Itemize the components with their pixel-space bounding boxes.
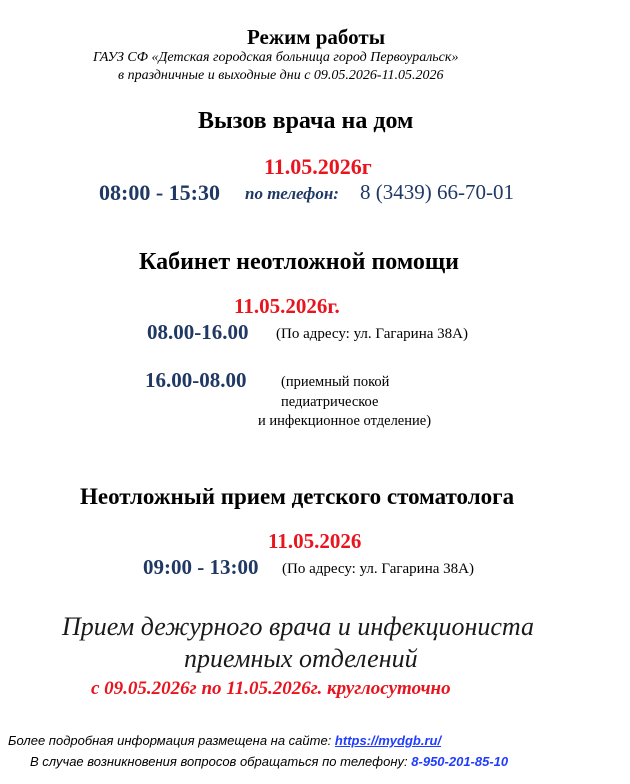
urgent-slot2-note-line1: (приемный покой <box>281 374 390 390</box>
urgent-slot1-hours: 08.00-16.00 <box>147 320 249 344</box>
urgent-slot1-address: (По адресу: ул. Гагарина 38А) <box>276 326 468 342</box>
organization-name: ГАУЗ СФ «Детская городская больница город Первоуральск» <box>93 50 459 65</box>
urgent-slot2-hours: 16.00-08.00 <box>145 368 247 392</box>
duty-period: с 09.05.2026г по 11.05.2026г. круглосуточно <box>91 678 451 699</box>
duty-heading-line2: приемных отделений <box>184 644 418 673</box>
holiday-period: в праздничные и выходные дни с 09.05.2026-11.05.2026 <box>118 68 444 83</box>
urgent-slot2-note-line3: и инфекционное отделение) <box>258 413 432 429</box>
footer-contact-line <box>30 754 508 769</box>
website-link[interactable]: https://mydgb.ru/ <box>334 733 442 748</box>
home-call-date: 11.05.2026г <box>264 154 372 179</box>
home-call-phone-label: по телефон: <box>245 184 339 203</box>
urgent-cabinet-heading: Кабинет неотложной помощи <box>139 249 459 275</box>
dentist-date: 11.05.2026 <box>268 529 362 553</box>
home-call-heading: Вызов врача на дом <box>198 108 414 134</box>
urgent-slot2-note-line2: педиатрическое <box>281 394 379 410</box>
home-call-hours: 08:00 - 15:30 <box>99 180 220 205</box>
dentist-address: (По адресу: ул. Гагарина 38А) <box>282 561 474 577</box>
dentist-hours: 09:00 - 13:00 <box>143 555 259 579</box>
footer-info-text: Более подробная информация размещена на сайте: <box>8 733 332 748</box>
page-title: Режим работы <box>247 25 386 49</box>
footer-contact-text: В случае возникновения вопросов обращаться по телефону: <box>30 754 408 769</box>
footer-info-line <box>8 733 441 748</box>
contact-phone[interactable]: 8-950-201-85-10 <box>411 754 509 769</box>
dentist-heading: Неотложный прием детского стоматолога <box>80 484 515 509</box>
urgent-cabinet-date: 11.05.2026г. <box>234 294 340 318</box>
duty-heading-line1: Прием дежурного врача и инфекциониста <box>62 612 534 641</box>
home-call-phone[interactable]: 8 (3439) 66-70-01 <box>360 180 514 204</box>
